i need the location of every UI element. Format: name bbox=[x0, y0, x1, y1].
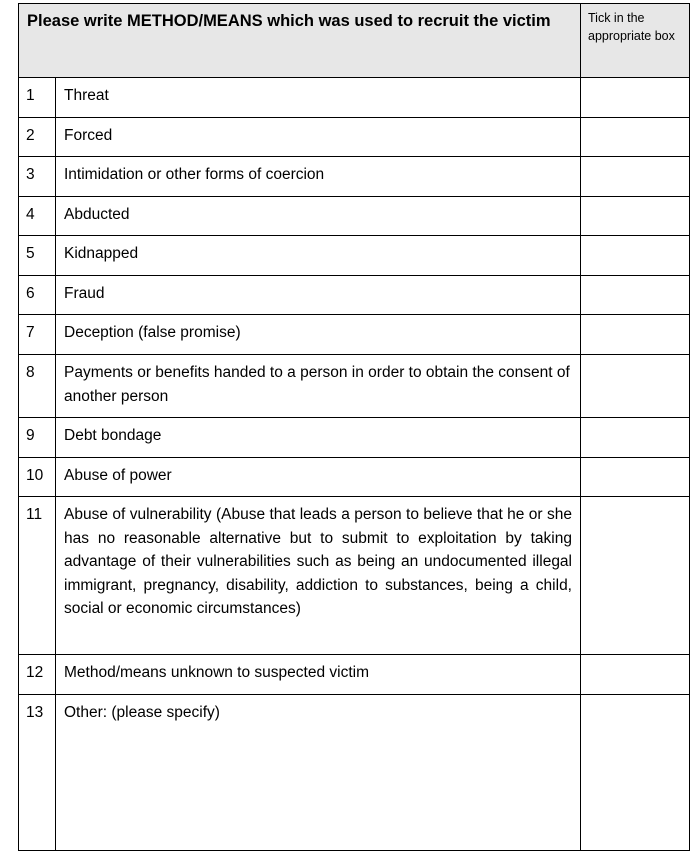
row-description-other[interactable]: Other: (please specify) bbox=[56, 695, 581, 851]
table-row bbox=[19, 157, 690, 197]
row-description: Forced bbox=[56, 118, 581, 157]
row-number: 13 bbox=[19, 695, 56, 851]
tick-box-fraud[interactable] bbox=[581, 276, 690, 315]
row-description: Abuse of power bbox=[56, 458, 581, 497]
table-row bbox=[19, 458, 690, 497]
row-description: Method/means unknown to suspected victim bbox=[56, 655, 581, 695]
table-row bbox=[19, 655, 690, 695]
tick-box-abducted[interactable] bbox=[581, 197, 690, 236]
table-row bbox=[19, 236, 690, 276]
row-number: 12 bbox=[19, 655, 56, 695]
table-row bbox=[19, 355, 690, 418]
row-description: Threat bbox=[56, 78, 581, 118]
tick-box-threat[interactable] bbox=[581, 78, 690, 118]
row-number: 3 bbox=[19, 157, 56, 197]
row-number: 10 bbox=[19, 458, 56, 497]
tick-box-abuse-of-vulnerability[interactable] bbox=[581, 497, 690, 655]
tick-box-forced[interactable] bbox=[581, 118, 690, 157]
tick-box-payments[interactable] bbox=[581, 355, 690, 418]
table-row bbox=[19, 695, 690, 851]
table-row bbox=[19, 197, 690, 236]
recruitment-method-table bbox=[18, 3, 690, 851]
table-row bbox=[19, 78, 690, 118]
tick-box-deception[interactable] bbox=[581, 315, 690, 355]
tick-box-debt-bondage[interactable] bbox=[581, 418, 690, 458]
tick-box-intimidation[interactable] bbox=[581, 157, 690, 197]
row-description: Intimidation or other forms of coercion bbox=[56, 157, 581, 197]
row-description: Kidnapped bbox=[56, 236, 581, 276]
table-row bbox=[19, 118, 690, 157]
row-description: Payments or benefits handed to a person in order to obtain the consent of another person bbox=[56, 355, 581, 418]
row-number: 6 bbox=[19, 276, 56, 315]
row-description: Debt bondage bbox=[56, 418, 581, 458]
row-number: 1 bbox=[19, 78, 56, 118]
tick-column-header: Tick in the appropriate box bbox=[581, 4, 690, 78]
tick-box-abuse-of-power[interactable] bbox=[581, 458, 690, 497]
row-number: 7 bbox=[19, 315, 56, 355]
tick-box-kidnapped[interactable] bbox=[581, 236, 690, 276]
table-row bbox=[19, 315, 690, 355]
table-row bbox=[19, 497, 690, 655]
row-number: 8 bbox=[19, 355, 56, 418]
tick-box-method-unknown[interactable] bbox=[581, 655, 690, 695]
row-number: 4 bbox=[19, 197, 56, 236]
table-row bbox=[19, 276, 690, 315]
table-header-row bbox=[19, 4, 690, 78]
tick-box-other[interactable] bbox=[581, 695, 690, 851]
row-number: 9 bbox=[19, 418, 56, 458]
row-description: Deception (false promise) bbox=[56, 315, 581, 355]
row-number: 5 bbox=[19, 236, 56, 276]
row-description: Abducted bbox=[56, 197, 581, 236]
title-suffix: which was used to recruit the victim bbox=[262, 12, 551, 30]
table-row bbox=[19, 418, 690, 458]
row-description: Abuse of vulnerability (Abuse that leads a person to believe that he or she has no reasonable alternative but to submit to exploitation by taking advantage of their vulnerabilities such as being an undocumented illegal immigrant, pregnancy, disability, addiction to substances, being a child, social or economic circumstances) bbox=[56, 497, 581, 655]
title-prefix: Please write bbox=[27, 12, 127, 30]
row-number: 11 bbox=[19, 497, 56, 655]
row-description: Fraud bbox=[56, 276, 581, 315]
title-emphasis: METHOD/MEANS bbox=[126, 12, 263, 30]
row-number: 2 bbox=[19, 118, 56, 157]
table-header-title bbox=[19, 4, 581, 78]
